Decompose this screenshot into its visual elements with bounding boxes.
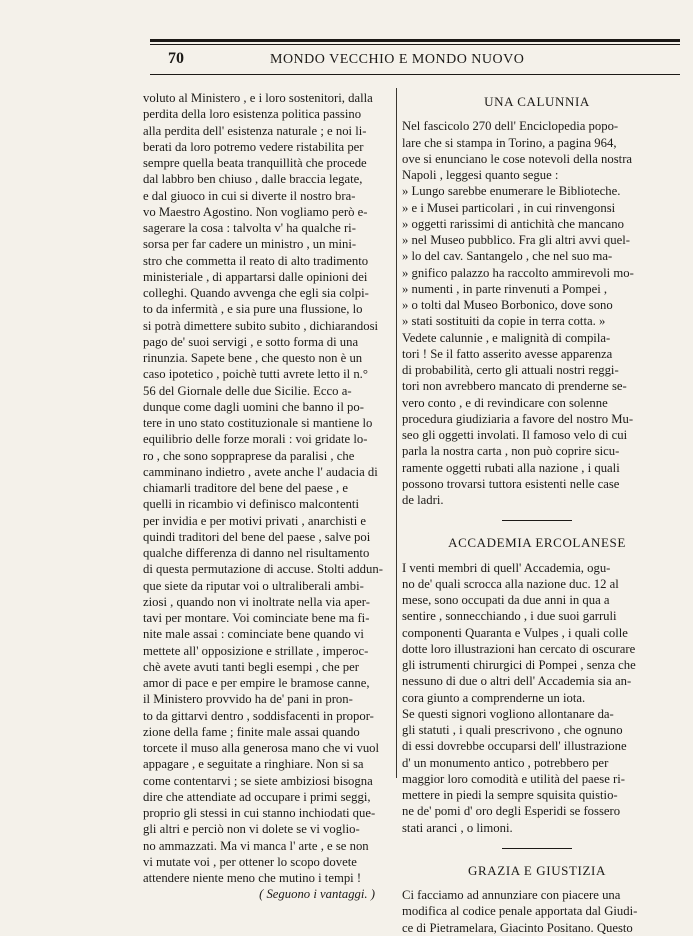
text-line: chè avete avuti tanti begli esempi , che per <box>143 659 359 674</box>
text-line: camminano indietro , avete anche l' audacia di <box>143 464 378 479</box>
text-line: ramente oggetti rubati alla nazione , i quali <box>402 460 620 475</box>
section-separator <box>502 520 572 521</box>
text-line: cora giunto a comprenderne un iota. <box>402 690 586 705</box>
quote-line: » Lungo sarebbe enumerare le Biblioteche. <box>402 184 621 199</box>
section-title-accademia: ACCADEMIA ERCOLANESE <box>448 535 626 551</box>
signoff: ( Seguono i vantaggi. ) <box>259 887 375 902</box>
quote-line: » nel Museo pubblico. Fra gli altri avvi quel- <box>402 233 630 247</box>
text-line: sentire , sonnecchiando , i due suoi garruli <box>402 609 617 624</box>
text-line: appagare , e seguitate a ringhiare. Non si sa <box>143 757 364 772</box>
quote-line: » numenti , in parte rinvenuti a Pompei , <box>402 281 608 296</box>
text-line: di probabilità, certo gli attuali nostri reggi- <box>402 363 619 377</box>
column-divider <box>396 88 397 778</box>
text-line: tori ! Se il fatto asserito avesse apparenza <box>402 346 613 361</box>
text-line: amor di pace e per empire le bramose canne, <box>143 676 370 690</box>
quote-line: » oggetti rarissimi di antichità che mancano <box>402 216 624 231</box>
text-line: ne de' pomi d' oro degli Esperidi se fossero <box>402 804 621 819</box>
text-line: mettete all' opposizione e strillate , imperoc- <box>143 643 369 658</box>
text-line: to da gittarvi dentro , soddisfacenti in propor- <box>143 708 374 723</box>
text-line: alla perdita dell' esistenza naturale ; e noi li- <box>143 123 367 138</box>
text-line: caso ipotetico , poichè tutti avrete letto il n.° <box>143 367 368 382</box>
text-line: come contentarvi ; se siete ambiziosi bisogna <box>143 773 373 788</box>
text-line: ro , che sono soppraprese da paralisi , che <box>143 448 355 463</box>
text-line: sempre quella beata tranquillità che procede <box>143 156 367 170</box>
text-line: mettere in piedi la sempre squisita quistio- <box>402 788 618 802</box>
text-line: rinunzia. Sapete bene , che questo non è un <box>143 351 363 365</box>
text-line: que siete da riputar voi o ultraliberali ambi- <box>143 578 364 593</box>
quote-line: » stati sostituiti da copie in terra cotta. » <box>402 314 606 329</box>
text-line: no de' quali scrocca alla nazione duc. 12 al <box>402 576 619 591</box>
right-column <box>402 90 672 936</box>
text-line: de ladri. <box>402 493 444 507</box>
top-rule-thin <box>150 44 680 45</box>
text-line: quindi traditori del bene del paese , salve poi <box>143 529 371 544</box>
text-line: pago de' suoi servigi , e sotto forma di una <box>143 334 359 349</box>
text-line: di essi dovrebbe occuparsi dell' illustrazione <box>402 739 627 754</box>
quote-line: » lo del cav. Santangelo , che nel suo ma- <box>402 249 613 264</box>
text-line: ce di Pietramelara, Giacinto Positano. Questo <box>402 920 633 935</box>
left-column <box>143 90 383 903</box>
text-line: vi mutate voi , per ottener lo scopo dovete <box>143 854 357 869</box>
top-rule-thick <box>150 39 680 42</box>
text-line: dotte loro illustrazioni han cercato di oscurare <box>402 641 636 656</box>
quote-line: » e i Musei particolari , in cui rinvengonsi <box>402 200 616 215</box>
text-line: zione della fame ; finite male assai quando <box>143 724 360 739</box>
text-line: ministeriale , di appartarsi dalle opinioni dei <box>143 269 368 284</box>
text-line: lare che si stampa in Torino, a pagina 964, <box>402 135 617 150</box>
text-line: vo Maestro Agostino. Non vogliamo però e- <box>143 204 368 219</box>
text-line: tere in uno stato costituzionale si mantiene lo <box>143 416 373 430</box>
text-line: to da infermità , e sia pure una flussione, lo <box>143 302 363 317</box>
text-line: dunque come dagli uomini che banno il po- <box>143 399 364 414</box>
text-line: gli istrumenti chirurgici di Pompei , senza che <box>402 658 636 672</box>
text-line: ove si enunciano le cose notevoli della nostra <box>402 151 633 166</box>
text-line: si potrà dimettere subito subito , dichiarandosi <box>143 318 379 333</box>
text-line: gli statuti , i quali prescrivono , che ognuno <box>402 723 623 737</box>
text-line: torcete il muso alla generosa mano che vi vuol <box>143 741 380 755</box>
text-line: dire che attendiate ad occupare i primi seggi, <box>143 789 371 804</box>
text-line: modifica al codice penale apportata dal Giudi- <box>402 904 638 919</box>
text-line: Ci facciamo ad annunziare con piacere una <box>402 888 621 902</box>
text-line: Nel fascicolo 270 dell' Enciclopedia popo- <box>402 119 619 134</box>
text-line: stati aranci , o limoni. <box>402 820 513 835</box>
text-line: procedura giudiziaria a favore del nostro Mu- <box>402 411 634 426</box>
text-line: sorsa per far cadere un ministro , un mini- <box>143 237 357 252</box>
text-line: attendere niente meno che mutino i tempi ! <box>143 871 362 885</box>
header-rule <box>150 74 680 75</box>
text-line: tavi per montare. Voi cominciate bene ma fi- <box>143 611 370 625</box>
quote-line: » o tolti dal Museo Borbonico, dove sono <box>402 298 613 312</box>
text-line: il Ministero provvido ha de' pani in pron- <box>143 692 353 707</box>
quote-line: » gnifico palazzo ha raccolto ammirevoli mo- <box>402 265 634 280</box>
text-line: componenti Quaranta e Vulpes , i quali colle <box>402 625 628 640</box>
text-line: perdita della loro esistenza politica passino <box>143 107 362 122</box>
text-line: berati da loro potremo vedere ristabilita per <box>143 139 364 154</box>
text-line: no ammazzati. Ma vi manca l' arte , e se non <box>143 838 369 853</box>
text-line: Vedete calunnie , e malignità di compila- <box>402 330 611 345</box>
text-line: equilibrio delle forze morali : voi gridate lo- <box>143 432 368 447</box>
text-line: stro che commetta il reato di alto tradimento <box>143 253 369 268</box>
text-line: nite male assai : cominciate bene quando vi <box>143 627 364 642</box>
text-line: maggior loro comodità e utilità del paese ri- <box>402 771 626 786</box>
text-line: quelli in ricambio vi definisco malcontenti <box>143 497 359 512</box>
text-line: possono trovarsi tuttora esistenti nelle case <box>402 476 620 491</box>
text-line: sagerare la cosa : talvolta v' ha qualche ri- <box>143 221 356 235</box>
section-title-grazia: GRAZIA E GIUSTIZIA <box>468 862 606 878</box>
text-line: nessuno di due o altri dell' Accademia sia an- <box>402 674 632 689</box>
text-line: I venti membri di quell' Accademia, ogu- <box>402 560 611 575</box>
running-title: MONDO VECCHIO E MONDO NUOVO <box>270 52 525 67</box>
text-line: colleghi. Quando avvenga che egli sia colpi- <box>143 286 369 300</box>
section-title-una-calunnia: UNA CALUNNIA <box>484 94 590 109</box>
text-line: per invidia e per motivi privati , anarchisti e <box>143 513 367 528</box>
page-number: 70 <box>168 50 184 67</box>
text-line: Napoli , leggesi quanto segue : <box>402 168 559 182</box>
section-separator <box>502 848 572 849</box>
text-line: e dal giuoco in cui si diverte il nostro bra- <box>143 188 356 203</box>
text-line: di questa permutazione di accuse. Stolti addun- <box>143 562 383 577</box>
text-line: parla la nostra carta , non può coprire sicu- <box>402 444 620 459</box>
text-line: gli altri e perciò non vi dolete se vi voglio- <box>143 822 360 837</box>
text-line: qualche differenza di danno nel risultamento <box>143 546 370 560</box>
text-line: proprio gli stessi in cui stanno inchiodati que- <box>143 806 376 820</box>
text-line: Se questi signori vogliono allontanare da- <box>402 706 614 721</box>
text-line: dal labbro ben chiuso , dalle braccia legate, <box>143 172 363 187</box>
text-line: vero conto , e di revindicare con solenne <box>402 395 608 410</box>
text-line: voluto al Ministero , e i loro sostenitori, dalla <box>143 91 373 105</box>
text-line: d' un monumento antico , potrebbero per <box>402 755 609 770</box>
page-header <box>160 50 665 74</box>
text-line: chiamarli traditore del bene del paese , e <box>143 481 349 495</box>
text-line: mese, sono occupati da due anni in qua a <box>402 593 610 607</box>
text-line: seo gli oggetti involati. Il famoso velo di cui <box>402 428 628 442</box>
text-line: tori non avrebbero mancato di prenderne se- <box>402 379 627 394</box>
text-line: ziosi , quando non vi inoltrate nella via aper- <box>143 594 370 609</box>
text-line: 56 del Giornale delle due Sicilie. Ecco a- <box>143 383 352 398</box>
